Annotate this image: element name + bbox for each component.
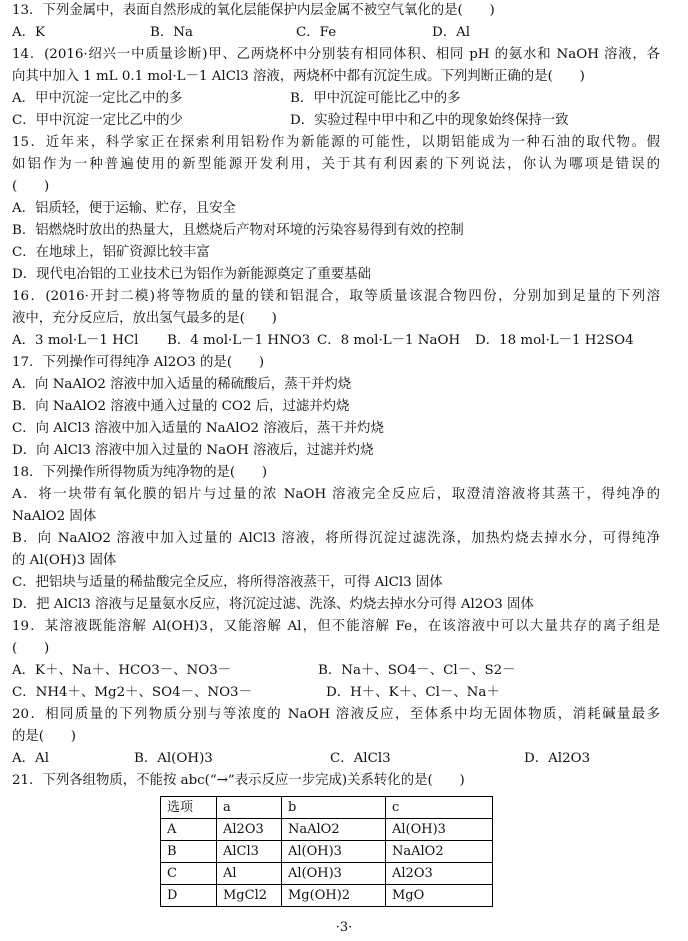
table-cell: D <box>161 885 217 907</box>
q14-options-cd <box>12 110 660 132</box>
table-cell: Mg(OH)2 <box>282 885 386 907</box>
option: C．8 mol·L－1 NaOH <box>317 333 461 348</box>
option: C．Fe <box>296 25 337 40</box>
table-cell: B <box>161 841 217 863</box>
table-cell: Al(OH)3 <box>386 819 493 841</box>
q17-stem: 17．下列操作可得纯净 Al2O3 的是( ) <box>12 355 265 370</box>
q19-stem: 19．某溶液既能溶解 Al(OH)3，又能溶解 Al，但不能溶解 Fe，在该溶液中可以大量共存的离子组是 <box>12 619 660 634</box>
option: A．甲中沉淀一定比乙中的多 <box>12 91 183 106</box>
table-row <box>161 819 493 841</box>
q21-table <box>160 796 493 907</box>
q14-stem-cont: 向其中加入 1 mL 0.1 mol·L－1 AlCl3 溶液，两烧杯中都有沉淀生成。下列判断正确的是( ) <box>12 69 585 84</box>
q14-options-ab <box>12 88 660 110</box>
option: C．NH4＋、Mg2＋、SO4－、NO3－ <box>12 685 252 700</box>
table-cell: MgO <box>386 885 493 907</box>
table-cell: AlCl3 <box>217 841 282 863</box>
table-cell: NaAlO2 <box>386 841 493 863</box>
option: D．Al <box>432 25 471 40</box>
table-cell: C <box>161 863 217 885</box>
q16-stem-cont: 液中，充分反应后，放出氢气最多的是( ) <box>12 311 277 326</box>
q18-option-a: A．将一块带有氧化膜的铝片与过量的浓 NaOH 溶液完全反应后，取澄清溶液将其蒸干，得纯净的 <box>12 487 660 502</box>
q13-options <box>12 22 660 44</box>
table-row <box>161 885 493 907</box>
q18-option-d: D．把 AlCl3 溶液与足量氨水反应，将沉淀过滤、洗涤、灼烧去掉水分可得 Al2O3 固体 <box>12 597 534 612</box>
option: B．Na＋、SO4－、Cl－、S2－ <box>318 663 516 678</box>
option: B．甲中沉淀可能比乙中的多 <box>290 91 461 106</box>
q21-stem: 21．下列各组物质，不能按 abc(“→”表示反应一步完成)关系转化的是( ) <box>12 773 465 788</box>
q20-bracket: 的是( ) <box>12 729 77 744</box>
table-header-cell: a <box>217 797 282 819</box>
table-cell: Al <box>217 863 282 885</box>
q21-table-wrap <box>160 796 493 907</box>
option: D．Al2O3 <box>524 751 591 766</box>
table-header-row <box>161 797 493 819</box>
q15-option-b: B．铝燃烧时放出的热量大，且燃烧后产物对环境的污染容易得到有效的控制 <box>12 223 464 238</box>
table-cell: Al(OH)3 <box>282 863 386 885</box>
q18-option-a-cont: NaAlO2 固体 <box>12 509 97 524</box>
q15-option-d: D．现代电冶铝的工业技术已为铝作为新能源奠定了重要基础 <box>12 267 371 282</box>
q20-options <box>12 748 660 770</box>
option: A．K＋、Na＋、HCO3－、NO3－ <box>12 663 232 678</box>
q15-option-a: A．铝质轻，便于运输、贮存，且安全 <box>12 201 236 216</box>
q15-bracket: ( ) <box>12 179 50 194</box>
q17-option-c: C．向 AlCl3 溶液中加入适量的 NaAlO2 溶液后，蒸干并灼烧 <box>12 421 384 436</box>
option: D．18 mol·L－1 H2SO4 <box>475 333 634 348</box>
option: C．AlCl3 <box>330 751 391 766</box>
option: D．实验过程中甲中和乙中的现象始终保持一致 <box>290 113 569 128</box>
option: A．Al <box>12 751 50 766</box>
option: B．Na <box>150 25 193 40</box>
option: C．甲中沉淀一定比乙中的少 <box>12 113 183 128</box>
q19-options-cd <box>12 682 660 704</box>
table-cell: NaAlO2 <box>282 819 386 841</box>
q17-option-d: D．向 AlCl3 溶液中加入过量的 NaOH 溶液后，过滤并灼烧 <box>12 443 374 458</box>
page-number: ·3· <box>335 920 353 935</box>
table-header-cell: 选项 <box>161 797 217 819</box>
option: B．4 mol·L－1 HNO3 <box>167 333 311 348</box>
q18-option-c: C．把铝块与适量的稀盐酸完全反应，将所得溶液蒸干，可得 AlCl3 固体 <box>12 575 443 590</box>
q15-stem: 15．近年来，科学家正在探索利用铝粉作为新能源的可能性，以期铝能成为一种石油的取代物。假 <box>12 135 660 150</box>
q15-stem-cont: 如铝作为一种普遍使用的新型能源开发利用，关于其有利因素的下列说法，你认为哪项是错误的 <box>12 157 660 172</box>
q16-stem: 16．(2016·开封二模)将等物质的量的镁和铝混合，取等质量该混合物四份，分别加到足量的下列溶 <box>12 289 660 304</box>
option: D．H＋、K＋、Cl－、Na＋ <box>326 685 500 700</box>
table-row <box>161 841 493 863</box>
table-header-cell: b <box>282 797 386 819</box>
q16-options <box>12 330 660 352</box>
q14-stem: 14．(2016·绍兴一中质量诊断)甲、乙两烧杯中分别装有相同体积、相同 pH 的氨水和 NaOH 溶液，各 <box>12 47 660 62</box>
option: B．Al(OH)3 <box>134 751 213 766</box>
table-header-cell: c <box>386 797 493 819</box>
q18-option-b-cont: 的 Al(OH)3 固体 <box>12 553 117 568</box>
table-cell: Al2O3 <box>217 819 282 841</box>
table-cell: Al(OH)3 <box>282 841 386 863</box>
table-cell: A <box>161 819 217 841</box>
q18-stem: 18．下列操作所得物质为纯净物的是( ) <box>12 465 268 480</box>
q19-options-ab <box>12 660 660 682</box>
table-row <box>161 863 493 885</box>
option: A．K <box>12 25 46 40</box>
exam-page <box>12 0 660 792</box>
q17-option-b: B．向 NaAlO2 溶液中通入过量的 CO2 后，过滤并灼烧 <box>12 399 350 414</box>
table-cell: MgCl2 <box>217 885 282 907</box>
q17-option-a: A．向 NaAlO2 溶液中加入适量的稀硫酸后，蒸干并灼烧 <box>12 377 352 392</box>
q13-stem: 13．下列金属中，表面自然形成的氧化层能保护内层金属不被空气氧化的是( ) <box>12 3 495 18</box>
q18-option-b: B．向 NaAlO2 溶液中加入过量的 AlCl3 溶液，将所得沉淀过滤洗涤，加热灼烧去掉水分，可得纯净 <box>12 531 660 546</box>
table-cell: Al2O3 <box>386 863 493 885</box>
option: A．3 mol·L－1 HCl <box>12 333 139 348</box>
q20-stem: 20．相同质量的下列物质分别与等浓度的 NaOH 溶液反应，至体系中均无固体物质，消耗碱量最多 <box>12 707 660 722</box>
q15-option-c: C．在地球上，铝矿资源比较丰富 <box>12 245 210 260</box>
q19-bracket: ( ) <box>12 641 50 656</box>
